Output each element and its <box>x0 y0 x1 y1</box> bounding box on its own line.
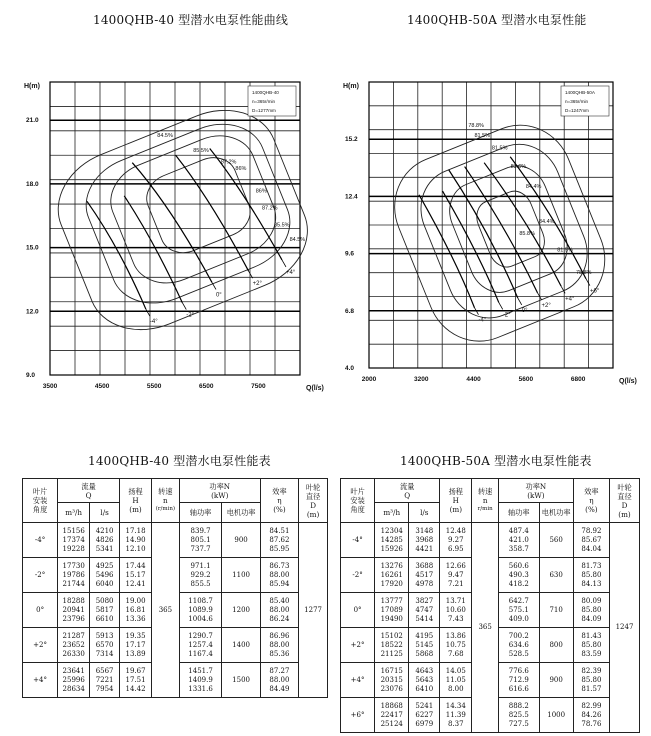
cell-motor-power: 710 <box>539 593 573 628</box>
x-tick-label: 3200 <box>414 376 429 383</box>
series-label: -4° <box>149 319 158 326</box>
series-label: +6° <box>589 288 600 295</box>
efficiency-label: 87.2% <box>261 205 278 212</box>
cell-angle: -4° <box>341 523 375 558</box>
table-title-left: 1400QHB-40 型潜水电泵性能表 <box>88 454 271 468</box>
cell-flow-ls: 4210 4826 5341 <box>90 523 120 558</box>
cell-flow-ls: 5241 6227 6979 <box>409 698 440 733</box>
efficiency-label: 86% <box>235 166 247 173</box>
cell-head: 12.66 9.47 7.21 <box>440 558 472 593</box>
cell-flow-m3h: 18288 20941 23796 <box>58 593 90 628</box>
efficiency-label: 81.5% <box>491 145 508 152</box>
y-tick-label: 4.0 <box>345 365 355 372</box>
series-label-leader <box>586 279 590 286</box>
legend-entry: n=365r/min <box>565 99 589 104</box>
cell-flow-ls: 3688 4517 4978 <box>409 558 440 593</box>
cell-flow-m3h: 16715 20315 23076 <box>375 663 409 698</box>
cell-shaft-power: 1290.7 1257.4 1167.4 <box>179 628 222 663</box>
header-speed-label: 转速 n <box>477 487 493 505</box>
header-flow-m3h: m³/h <box>375 503 409 523</box>
x-axis-label: Q(l/s) <box>306 385 324 392</box>
efficiency-label: 83.6% <box>510 163 527 170</box>
legend-entry: n=365r/min <box>252 99 276 104</box>
cell-head: 19.67 17.51 14.42 <box>120 663 152 698</box>
legend-entry: 1400QHB-40 <box>252 90 279 95</box>
cell-diameter: 1277 <box>299 523 328 698</box>
cell-angle: +6° <box>341 698 375 733</box>
header-flow: 流量 Q <box>375 479 440 503</box>
cell-flow-m3h: 18868 22417 25124 <box>375 698 409 733</box>
cell-flow-m3h: 13777 17089 19490 <box>375 593 409 628</box>
series-label: 0° <box>215 292 222 299</box>
efficiency-label: 84.5% <box>157 133 173 140</box>
header-flow-m3h: m³/h <box>58 503 90 523</box>
cell-angle: -2° <box>341 558 375 593</box>
series-label: 0° <box>521 307 528 314</box>
header-efficiency: 效率 η (%) <box>260 479 298 523</box>
series-label: +2° <box>541 302 551 309</box>
efficiency-label: 78.8% <box>575 270 592 277</box>
efficiency-label: 87.2% <box>220 159 237 166</box>
header-motor-power: 电机功率 <box>222 503 260 523</box>
cell-motor-power: 630 <box>539 558 573 593</box>
efficiency-label: 84.4% <box>525 184 542 191</box>
cell-flow-ls: 3148 3968 4421 <box>409 523 440 558</box>
y-tick-label: 12.0 <box>26 308 39 316</box>
y-tick-label: 21.0 <box>26 117 39 125</box>
header-angle: 叶片 安装 角度 <box>341 479 375 523</box>
cell-flow-m3h: 12304 14285 15926 <box>375 523 409 558</box>
cell-efficiency: 86.73 88.00 85.94 <box>260 558 298 593</box>
y-axis-label: H(m) <box>343 83 359 90</box>
cell-flow-m3h: 13276 16261 17920 <box>375 558 409 593</box>
x-tick-label: 4500 <box>94 383 110 390</box>
efficiency-label: 84.4% <box>538 218 555 225</box>
legend-entry: 1400QHB-50A <box>565 90 595 95</box>
cell-angle: 0° <box>341 593 375 628</box>
legend-entry: D=1247mm <box>565 108 589 113</box>
cell-angle: -2° <box>23 558 58 593</box>
header-motor-power: 电机功率 <box>539 503 573 523</box>
cell-angle: +4° <box>23 663 58 698</box>
cell-motor-power: 900 <box>539 663 573 698</box>
header-speed-unit: r/min <box>477 506 493 512</box>
cell-motor-power: 1500 <box>222 663 260 698</box>
cell-head: 19.00 16.81 13.36 <box>120 593 152 628</box>
cell-head: 14.34 11.39 8.37 <box>440 698 472 733</box>
efficiency-label: 81.5% <box>474 133 491 140</box>
header-flow-ls: l/s <box>409 503 440 523</box>
y-tick-label: 15.2 <box>345 136 358 144</box>
efficiency-contour <box>441 157 577 301</box>
grid <box>50 82 300 375</box>
x-tick-label: 5500 <box>146 383 162 390</box>
cell-shaft-power: 971.1 929.2 855.5 <box>179 558 222 593</box>
cell-flow-m3h: 15156 17374 19228 <box>58 523 90 558</box>
header-speed-unit: (r/min) <box>155 506 176 512</box>
x-tick-label: 2000 <box>361 376 377 383</box>
cell-efficiency: 87.27 88.00 84.49 <box>260 663 298 698</box>
cell-efficiency: 82.99 84.26 78.76 <box>573 698 609 733</box>
cell-motor-power: 1100 <box>222 558 260 593</box>
y-tick-label: 9.6 <box>345 250 355 258</box>
cell-shaft-power: 839.7 805.1 737.7 <box>179 523 222 558</box>
cell-diameter: 1247 <box>610 523 640 733</box>
cell-motor-power: 1000 <box>539 698 573 733</box>
cell-shaft-power: 1108.7 1089.9 1004.6 <box>179 593 222 628</box>
cell-efficiency: 78.92 85.67 84.04 <box>573 523 609 558</box>
header-speed <box>152 479 180 523</box>
y-tick-label: 12.4 <box>345 193 358 201</box>
cell-flow-ls: 6567 7221 7954 <box>90 663 120 698</box>
cell-shaft-power: 888.2 825.5 727.5 <box>499 698 540 733</box>
cell-flow-m3h: 23641 25996 28634 <box>58 663 90 698</box>
grid <box>369 82 613 368</box>
y-tick-label: 18.0 <box>26 180 39 188</box>
x-tick-label: 6800 <box>570 376 586 383</box>
performance-table-left <box>22 478 328 698</box>
cell-head: 17.18 14.90 12.10 <box>120 523 152 558</box>
cell-flow-ls: 5080 5817 6610 <box>90 593 120 628</box>
cell-shaft-power: 487.4 421.0 358.7 <box>499 523 540 558</box>
header-head: 扬程 H (m) <box>440 479 472 523</box>
series-label: +4° <box>285 269 296 276</box>
cell-shaft-power: 1451.7 1409.9 1331.6 <box>179 663 222 698</box>
performance-table-right <box>340 478 640 733</box>
cell-efficiency: 81.73 85.80 84.13 <box>573 558 609 593</box>
y-tick-label: 9.0 <box>26 372 36 379</box>
series-line <box>87 201 146 309</box>
efficiency-label: 86% <box>255 188 267 195</box>
efficiency-label: 78.8% <box>468 122 484 129</box>
header-speed <box>472 479 499 523</box>
header-diameter: 叶轮 直径 D (m) <box>299 479 328 523</box>
performance-chart-right <box>335 70 651 400</box>
series-label: -2° <box>502 312 511 319</box>
header-power: 功率N (kW) <box>499 479 574 503</box>
header-shaft-power: 轴功率 <box>499 503 540 523</box>
header-flow: 流量 Q <box>58 479 120 503</box>
cell-angle: +2° <box>341 628 375 663</box>
cell-efficiency: 86.96 88.00 85.36 <box>260 628 298 663</box>
efficiency-label: 84.5% <box>289 237 306 244</box>
x-tick-label: 3500 <box>42 383 58 390</box>
cell-angle: 0° <box>23 593 58 628</box>
legend-entry: D=1277mm <box>252 108 276 113</box>
header-diameter: 叶轮 直径 D (m) <box>610 479 640 523</box>
series-label: +4° <box>565 296 575 303</box>
series-label-leader <box>282 260 286 267</box>
cell-flow-ls: 4643 5643 6410 <box>409 663 440 698</box>
cell-flow-ls: 4195 5145 5868 <box>409 628 440 663</box>
series-label: -4° <box>478 317 487 324</box>
performance-chart-left <box>0 70 330 400</box>
cell-head: 13.71 10.60 7.43 <box>440 593 472 628</box>
series-line <box>176 155 249 271</box>
cell-motor-power: 1400 <box>222 628 260 663</box>
cell-head: 19.35 17.17 13.89 <box>120 628 152 663</box>
cell-efficiency: 84.51 87.62 85.95 <box>260 523 298 558</box>
x-axis-label: Q(l/s) <box>619 378 637 385</box>
series-line <box>124 196 182 303</box>
cell-head: 14.05 11.05 8.00 <box>440 663 472 698</box>
x-tick-label: 7500 <box>251 383 266 390</box>
cell-speed: 365 <box>152 523 180 698</box>
header-angle: 叶片 安装 角度 <box>23 479 58 523</box>
cell-head: 17.44 15.17 12.41 <box>120 558 152 593</box>
table-row <box>23 523 328 558</box>
chart-title-left: 1400QHB-40 型潜水电泵性能曲线 <box>93 13 289 27</box>
cell-flow-ls: 4925 5496 6040 <box>90 558 120 593</box>
cell-efficiency: 85.40 88.00 86.24 <box>260 593 298 628</box>
header-shaft-power: 轴功率 <box>179 503 222 523</box>
cell-shaft-power: 700.2 634.6 528.5 <box>499 628 540 663</box>
cell-efficiency: 82.39 85.80 81.57 <box>573 663 609 698</box>
cell-angle: -4° <box>23 523 58 558</box>
cell-head: 13.86 10.75 7.68 <box>440 628 472 663</box>
cell-flow-m3h: 15102 18522 21125 <box>375 628 409 663</box>
cell-efficiency: 81.43 85.80 83.59 <box>573 628 609 663</box>
series-label: -2° <box>186 312 195 319</box>
efficiency-label: 85.8% <box>519 231 535 238</box>
cell-motor-power: 560 <box>539 523 573 558</box>
x-tick-label: 4400 <box>466 376 481 383</box>
x-tick-label: 6500 <box>199 383 214 390</box>
cell-motor-power: 800 <box>539 628 573 663</box>
cell-efficiency: 80.09 85.80 84.09 <box>573 593 609 628</box>
cell-shaft-power: 642.7 575.1 409.0 <box>499 593 540 628</box>
header-power: 功率N (kW) <box>179 479 260 503</box>
cell-flow-ls: 3827 4747 5414 <box>409 593 440 628</box>
series-label-leader <box>182 303 186 310</box>
efficiency-label: 81.5% <box>557 247 573 254</box>
series-line <box>419 195 474 308</box>
y-tick-label: 6.8 <box>345 307 355 315</box>
table-title-right: 1400QHB-50A 型潜水电泵性能表 <box>400 454 592 468</box>
header-head: 扬程 H (m) <box>120 479 152 523</box>
cell-flow-m3h: 21287 23652 26330 <box>58 628 90 663</box>
series-label: +2° <box>252 281 262 288</box>
series-label-leader <box>518 298 522 305</box>
cell-motor-power: 900 <box>222 523 260 558</box>
x-tick-label: 5600 <box>518 376 534 383</box>
cell-flow-ls: 5913 6570 7314 <box>90 628 120 663</box>
cell-head: 12.48 9.27 6.95 <box>440 523 472 558</box>
series-line <box>443 191 499 302</box>
efficiency-label: 85.5% <box>193 148 209 155</box>
cell-shaft-power: 560.6 490.3 418.2 <box>499 558 540 593</box>
chart-title-right: 1400QHB-50A 型潜水电泵性能 <box>407 13 587 27</box>
efficiency-label: 85.5% <box>273 222 290 229</box>
cell-angle: +2° <box>23 628 58 663</box>
cell-shaft-power: 776.6 712.9 616.6 <box>499 663 540 698</box>
series-label-leader <box>146 309 150 316</box>
series-label-leader <box>499 302 503 309</box>
efficiency-contour <box>73 110 303 318</box>
cell-motor-power: 1200 <box>222 593 260 628</box>
cell-flow-m3h: 17730 19786 21744 <box>58 558 90 593</box>
y-axis-label: H(m) <box>24 83 40 90</box>
table-row <box>341 523 640 558</box>
header-speed-label: 转速 n <box>158 487 173 505</box>
cell-angle: +4° <box>341 663 375 698</box>
header-efficiency: 效率 η (%) <box>573 479 609 523</box>
y-tick-label: 15.0 <box>26 244 39 252</box>
cell-speed: 365 <box>472 523 499 733</box>
header-flow-ls: l/s <box>90 503 120 523</box>
